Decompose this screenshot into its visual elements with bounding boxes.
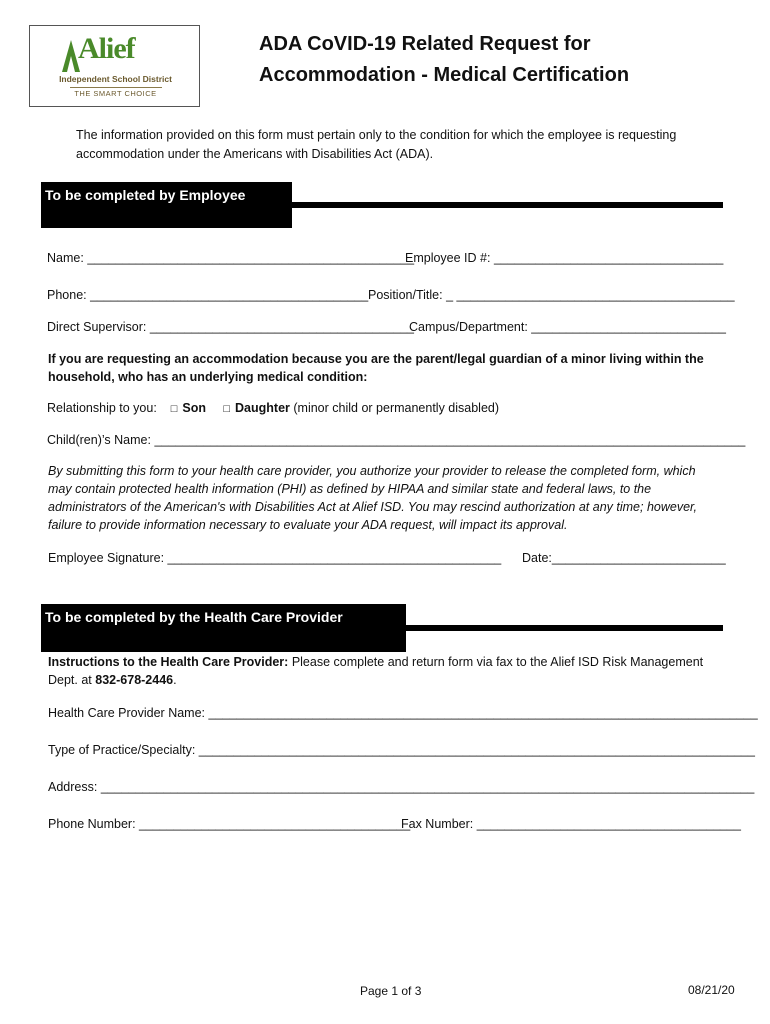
daughter-checkbox[interactable]: □	[223, 403, 231, 415]
children-field[interactable]: _____________________________________________________________________________________	[154, 433, 746, 447]
employee-section-rule	[292, 202, 723, 208]
employee-id-label: Employee ID #:	[405, 251, 491, 265]
logo-divider	[70, 87, 162, 88]
provider-instructions	[48, 653, 713, 689]
daughter-option[interactable]	[223, 401, 293, 415]
title-line-2: Accommodation - Medical Certification	[259, 64, 630, 86]
address-row	[48, 779, 754, 795]
logo-district-name: Independent School District	[59, 74, 172, 84]
signature-label: Employee Signature:	[48, 551, 165, 565]
employee-id-field[interactable]: _________________________________	[493, 251, 724, 265]
signature-row	[48, 550, 501, 566]
phone-row	[47, 287, 368, 303]
employee-id-row	[405, 250, 723, 266]
son-option[interactable]	[171, 401, 210, 415]
date-label: Date:	[522, 551, 552, 565]
position-label: Position/Title:	[368, 288, 443, 302]
position-field[interactable]: _ ________________________________________	[446, 288, 735, 302]
intro-text: The information provided on this form must pertain only to the condition for which the employee is requesting accommodation under the Americans with Disabilities Act (ADA).	[76, 128, 677, 161]
provider-phone-row	[48, 816, 410, 832]
signature-field[interactable]: ________________________________________________	[167, 551, 502, 565]
supervisor-row	[47, 319, 414, 335]
provider-name-label: Health Care Provider Name:	[48, 706, 206, 720]
supervisor-label: Direct Supervisor:	[47, 320, 147, 334]
supervisor-field[interactable]: ______________________________________	[149, 320, 415, 334]
practice-label: Type of Practice/Specialty:	[48, 743, 196, 757]
date-field[interactable]: _________________________	[551, 551, 726, 565]
authorization-text: By submitting this form to your health care provider, you authorize your provider to release the completed form, which may contain protected health information (PHI) as defined by HIPAA and similar state and federal laws, to the administrators of the American's with Disabilities Act at Alief ISD. You may rescind authorization at any time; however, failure to provide information necessary to evaluate your ADA request, will impact its approval.	[48, 464, 697, 532]
son-label: Son	[182, 401, 206, 415]
employee-section-header	[41, 182, 292, 228]
children-label: Child(ren)’s Name:	[47, 433, 151, 447]
provider-fax-row	[401, 816, 741, 832]
logo-tagline: THE SMART CHOICE	[74, 89, 157, 98]
provider-section-header	[41, 604, 406, 652]
district-logo	[29, 25, 200, 107]
practice-row	[48, 742, 755, 758]
logo-wordmark: Alief	[78, 32, 135, 65]
form-date: 08/21/20	[688, 983, 735, 997]
campus-field[interactable]: ____________________________	[531, 320, 726, 334]
date-row	[522, 550, 726, 566]
instructions-text: Please complete and return form via fax to the Alief ISD Risk Management Dept. at	[48, 655, 704, 687]
provider-phone-label: Phone Number:	[48, 817, 136, 831]
provider-fax-label: Fax Number:	[401, 817, 474, 831]
phone-label: Phone:	[47, 288, 87, 302]
name-row	[47, 250, 414, 266]
campus-row	[409, 319, 726, 335]
instructions-end: .	[173, 673, 177, 687]
relationship-row	[47, 400, 499, 417]
provider-phone-field[interactable]: _______________________________________	[139, 817, 411, 831]
children-row	[47, 432, 745, 448]
address-label: Address:	[48, 780, 98, 794]
page-number: Page 1 of 3	[360, 984, 422, 998]
campus-label: Campus/Department:	[409, 320, 528, 334]
daughter-label: Daughter	[235, 401, 290, 415]
name-field[interactable]: _______________________________________________	[87, 251, 415, 265]
name-label: Name:	[47, 251, 84, 265]
fax-number-text: 832-678-2446	[95, 673, 174, 687]
guardian-note: If you are requesting an accommodation because you are the parent/legal guardian of a minor living within the household, who has an underlying medical condition:	[48, 352, 704, 384]
son-checkbox[interactable]: □	[170, 403, 178, 415]
employee-section-title: To be completed by Employee	[45, 187, 246, 203]
provider-section-rule	[406, 625, 723, 631]
practice-field[interactable]: ________________________________________________________________________________	[198, 743, 755, 757]
position-row	[368, 287, 735, 303]
provider-name-field[interactable]: _______________________________________________________________________________	[208, 706, 758, 720]
address-field[interactable]: ______________________________________________________________________________________________	[100, 780, 755, 794]
phone-field[interactable]: ________________________________________	[90, 288, 369, 302]
page-title	[259, 29, 739, 91]
daughter-note: (minor child or permanently disabled)	[293, 401, 500, 415]
provider-section-title: To be completed by the Health Care Provider	[45, 609, 343, 625]
provider-name-row	[48, 705, 758, 721]
relationship-label: Relationship to you:	[47, 401, 157, 415]
title-line-1: ADA CoVID-19 Related Request for	[259, 33, 591, 55]
instructions-label: Instructions to the Health Care Provider:	[48, 655, 289, 669]
provider-fax-field[interactable]: ______________________________________	[476, 817, 741, 831]
